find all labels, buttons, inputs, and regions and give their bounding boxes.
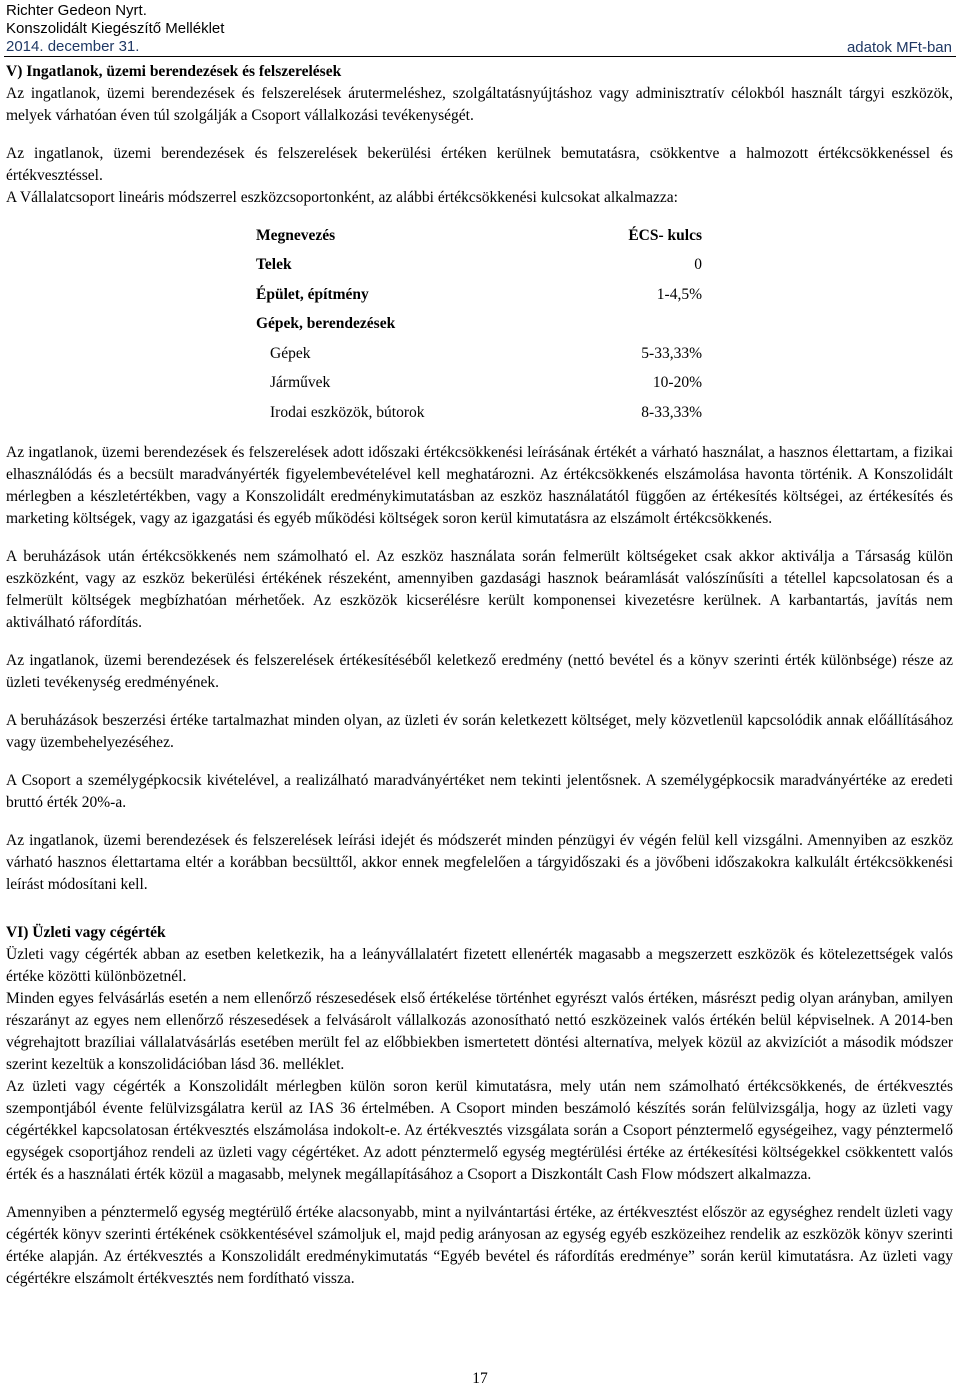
section-v-paragraph-9: Az ingatlanok, üzemi berendezések és felszerelések leírási idejét és módszerét minden pénzügyi év végén felül kell vizsgálni. Amennyiben az eszköz várható hasznos élettartama eltér a korábban becsülttől, akkor ennek megfelelően a tárgyidőszaki és a jövőbeni időszakokra kalkulált értékcsökkenési leírást módosítani kell. bbox=[6, 831, 953, 893]
page-number: 17 bbox=[472, 1370, 488, 1387]
row-value: 8-33,33% bbox=[641, 403, 702, 421]
section-v-paragraph-4: Az ingatlanok, üzemi berendezések és felszerelések adott időszaki értékcsökkenési leírásának értékét a várható használat, a hasznos élettartam, a fizikai elhasználódás és a becsült maradványérték figyelembevételével kell meghatározni. Az értékcsökkenés elszámolása havonta történik. A Konszolidált mérlegben a készletértékben, vagy a Konszolidált eredménykimutatásban az eszköz használatától függően az értékesítés költségei, az értékesítés és marketing költségek, vagy az igazgatási és egyéb működési költségek soron kerül kimutatásra az elszámolt értékcsökkenés. bbox=[6, 443, 953, 527]
column-header-name: Megnevezés bbox=[256, 226, 336, 244]
row-label: Gépek, berendezések bbox=[256, 315, 396, 333]
page-header bbox=[6, 2, 224, 56]
section-vi-paragraph-1: Üzleti vagy cégérték abban az esetben keletkezik, ha a leányvállalatért fizetett ellenérték magasabb a megszerzett eszközök és kötelezettségek valós értéke közötti különbözetnél. bbox=[6, 945, 953, 985]
section-vi-title: VI) Üzleti vagy cégérték bbox=[6, 923, 166, 941]
column-header-rate: ÉCS- kulcs bbox=[628, 226, 702, 244]
section-vi-paragraph-3: Az üzleti vagy cégérték a Konszolidált mérlegben külön soron kerül kimutatásra, mely után nem számolható értékcsökkenés, de értékvesztés szempontjából évente felülvizsgálatra kerül az IAS 36 értelmében. A Csoport minden beszámoló készítés során felülvizsgálja, hogy az üzleti vagy cégértékkel kapcsolatosan értékvesztés elszámolása indokolt-e. Az értékvesztés vizsgálata során a Csoport pénztermelő egységeihez, vagy pénztermelő egységek csoportjához rendeli az üzleti vagy cégértéket. Az adott pénztermelő egység megtérülési értéke az értékesítési költségekkel csökkentett valós érték és a használati érték közül a magasabb, melynek megállapításához a Csoport a Diszkontált Cash Flow módszert alkalmazza. bbox=[6, 1077, 953, 1183]
table-row bbox=[256, 310, 702, 340]
table-header-row bbox=[256, 221, 702, 251]
row-label: Járművek bbox=[270, 374, 331, 392]
report-date: 2014. december 31. bbox=[6, 38, 140, 55]
table-row bbox=[256, 280, 702, 310]
table-row bbox=[256, 339, 702, 369]
row-label: Irodai eszközök, bútorok bbox=[270, 403, 425, 421]
section-v-paragraph-3: A Vállalatcsoport lineáris módszerrel eszközcsoportonként, az alábbi értékcsökkenési kulcsokat alkalmazza: bbox=[6, 189, 678, 206]
row-label: Telek bbox=[256, 256, 292, 274]
company-name: Richter Gedeon Nyrt. bbox=[6, 2, 147, 19]
section-v-paragraph-5: A beruházások után értékcsökkenés nem számolható el. Az eszköz használata során felmerült költségeket csak akkor aktiválja a Társaság külön eszközként, vagy az eszköz bekerülési értékének részeként, amennyiben gazdasági hasznok beáramlását valószínűsíti a tétellel kapcsolatosan és a felmerült költségek megbízhatóan mérhetőek. Az eszközök kicserélésre került komponensei kivezetésre kerülnek. A karbantartás, javítás nem aktiválható ráfordítás. bbox=[6, 547, 953, 631]
header-divider bbox=[4, 56, 956, 57]
section-vi-paragraph-2: Minden egyes felvásárlás esetén a nem ellenőrző részesedések első értékelése történhet egyrészt valós értéken, másrészt pedig olyan arányban, amilyen részarányt az egyes nem ellenőrző részesedések a felvásárolt vállalkozás azonosítható nettó eszközeinek valós értékén belül képviselnek. A 2014-ben végrehajtott brazíliai vállalatvásárlás esetében merült fel az előbbiekben ismertetett döntési alternatíva, melyek közül az akvizíciót a második módszer szerint kezeltük a konszolidációban lásd 36. melléklet. bbox=[6, 989, 953, 1073]
row-value: 5-33,33% bbox=[641, 344, 702, 362]
table-row bbox=[256, 398, 702, 428]
document-name: Konszolidált Kiegészítő Melléklet bbox=[6, 20, 225, 37]
section-v-paragraph-2: Az ingatlanok, üzemi berendezések és felszerelések bekerülési értéken kerülnek bemutatásra, csökkentve a halmozott értékcsökkenéssel és értékvesztéssel. bbox=[6, 145, 953, 184]
row-label: Gépek bbox=[270, 344, 311, 362]
section-v-title: V) Ingatlanok, üzemi berendezések és felszerelések bbox=[6, 63, 342, 80]
section-v-paragraph-8: A Csoport a személygépkocsik kivételével, a realizálható maradványértéket nem tekinti jelentősnek. A személygépkocsik maradványértéke az eredeti bruttó érték 20%-a. bbox=[6, 771, 953, 811]
row-value bbox=[566, 310, 702, 340]
table-row bbox=[256, 251, 702, 281]
section-vi-paragraph-4: Amennyiben a pénztermelő egység megtérülő értéke alacsonyabb, mint a nyilvántartási értéke, az értékvesztést először az egységhez rendelt üzleti vagy cégérték könyv szerinti értékének csökkentésével számoljuk el, majd pedig arányosan az egység egyéb eszközeihez rendelik az eszközök könyv szerinti értéke alapján. Az értékvesztés a Konszolidált eredménykimutatás “Egyéb bevétel és ráfordítás eredménye” során kerül kimutatásra. Az üzleti vagy cégértékre elszámolt értékvesztés nem fordítható vissza. bbox=[6, 1203, 953, 1287]
document-body bbox=[6, 61, 953, 1290]
row-value: 0 bbox=[694, 256, 702, 274]
section-v-paragraph-7: A beruházások beszerzési értéke tartalmazhat minden olyan, az üzleti év során keletkezett költséget, mely közvetlenül kapcsolódik annak előállításához vagy üzembehelyezéséhez. bbox=[6, 711, 953, 751]
section-v-paragraph-1: Az ingatlanok, üzemi berendezések és felszerelések árutermeléshez, szolgáltatásnyújtáshoz vagy adminisztratív célokból használt tárgyi eszközök, melyek várhatóan éven túl szolgálják a Csoport vállalkozási tevékenységét. bbox=[6, 85, 953, 124]
row-value: 10-20% bbox=[652, 374, 702, 392]
unit-note: adatok MFt-ban bbox=[846, 39, 952, 56]
row-value: 1-4,5% bbox=[656, 285, 702, 303]
table-row bbox=[256, 369, 702, 399]
depreciation-rate-table bbox=[256, 221, 702, 428]
section-v-paragraph-6: Az ingatlanok, üzemi berendezések és felszerelések értékesítéséből keletkező eredmény (nettó bevétel és a könyv szerinti érték különbsége) része az üzleti tevékenység eredményének. bbox=[6, 651, 953, 691]
row-label: Épület, építmény bbox=[256, 285, 369, 303]
